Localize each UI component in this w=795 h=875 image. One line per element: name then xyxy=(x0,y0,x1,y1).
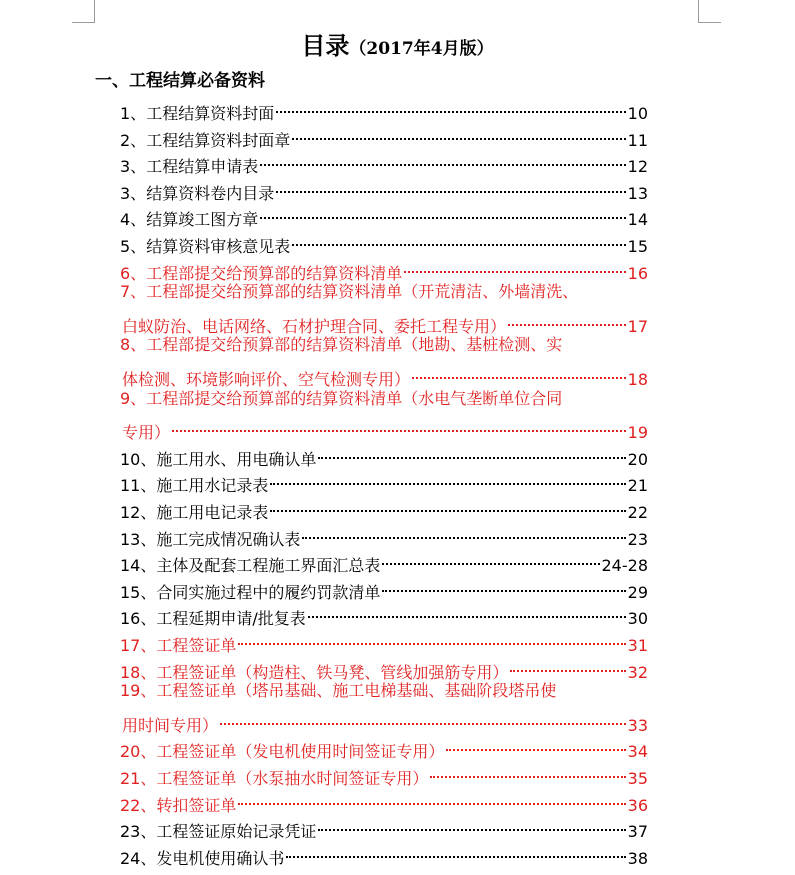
toc-entry-text-continued: 白蚁防治、电话网络、石材护理合同、委托工程专用） xyxy=(122,316,507,336)
toc-entry-text: 转扣签证单 xyxy=(156,795,237,815)
toc-entry-number: 9、 xyxy=(120,388,147,408)
dot-leader xyxy=(316,439,627,465)
toc-entry[interactable] xyxy=(120,173,648,203)
toc-entry-number: 13、 xyxy=(120,529,157,549)
toc-entry-page-number: 37 xyxy=(627,822,648,842)
toc-entry-continuation[interactable] xyxy=(122,412,648,443)
toc-entry-number: 10、 xyxy=(120,449,157,469)
toc-entry-page-number: 16 xyxy=(627,263,648,283)
toc-entry[interactable] xyxy=(120,838,648,868)
dot-leader xyxy=(268,492,627,518)
toc-entry[interactable] xyxy=(120,811,648,842)
toc-entry-page-number: 34 xyxy=(627,742,648,762)
toc-entry-text: 结算竣工图方章 xyxy=(146,210,259,230)
dot-leader xyxy=(236,625,627,651)
toc-entry-text: 工程签证原始记录凭证 xyxy=(156,822,317,842)
toc-entry-line[interactable] xyxy=(120,678,556,704)
toc-entry-number: 23、 xyxy=(120,822,157,842)
toc-entry-line[interactable] xyxy=(120,279,578,305)
toc-entry-text: 工程部提交给预算部的结算资料清单（地勘、基桩检测、实 xyxy=(146,335,563,355)
dot-leader xyxy=(290,226,627,252)
toc-entry-page-number: 33 xyxy=(627,715,648,735)
toc-entry-number: 24、 xyxy=(120,848,157,868)
toc-entry-text: 施工用水记录表 xyxy=(156,476,269,496)
toc-entry-page-number: 22 xyxy=(627,503,648,522)
toc-entry-page-number: 19 xyxy=(627,423,648,443)
toc-entry-text: 工程签证单（构造柱、铁马凳、管线加强筋专用） xyxy=(156,662,509,682)
toc-entry-number: 6、 xyxy=(120,263,147,283)
dot-leader xyxy=(274,93,627,119)
toc-entry-text: 工程结算申请表 xyxy=(146,157,259,177)
dot-leader xyxy=(428,758,627,784)
toc-entry-number: 18、 xyxy=(120,662,157,682)
toc-entry-number: 4、 xyxy=(120,210,147,230)
toc-entry-number: 1、 xyxy=(120,104,147,123)
toc-entry-page-number: 17 xyxy=(627,316,648,336)
toc-entry[interactable] xyxy=(120,731,648,762)
toc-entry[interactable] xyxy=(120,492,648,522)
dot-leader xyxy=(258,199,627,225)
toc-entry-continuation[interactable] xyxy=(122,306,648,336)
dot-leader xyxy=(402,253,627,279)
toc-entry-page-number: 12 xyxy=(627,157,648,177)
dot-leader xyxy=(290,120,627,146)
toc-entry-number: 14、 xyxy=(120,556,157,576)
dot-leader xyxy=(410,359,628,385)
toc-entry-page-number: 18 xyxy=(627,370,648,389)
toc-entry-number: 19、 xyxy=(120,681,157,701)
toc-entry-text: 工程签证单（水泵抽水时间签证专用） xyxy=(156,769,429,788)
dot-leader xyxy=(268,465,627,491)
toc-entry-page-number: 24-28 xyxy=(601,556,648,576)
toc-entry[interactable] xyxy=(120,598,648,629)
toc-entry-number: 20、 xyxy=(120,742,157,762)
toc-entry[interactable] xyxy=(120,785,648,815)
toc-entry-text: 工程延期申请/批复表 xyxy=(156,609,306,629)
dot-leader xyxy=(284,838,627,864)
toc-entry[interactable] xyxy=(120,226,648,256)
toc-entry-text: 合同实施过程中的履约罚款清单 xyxy=(156,582,381,602)
toc-entry-page-number: 30 xyxy=(627,609,648,629)
toc-entry-page-number: 13 xyxy=(627,183,648,203)
toc-entry-number: 12、 xyxy=(120,503,157,522)
toc-entry-number: 16、 xyxy=(120,609,157,629)
toc-entry[interactable] xyxy=(120,120,648,150)
toc-entry-text-continued: 用时间专用） xyxy=(122,715,219,735)
toc-entry[interactable] xyxy=(120,545,648,576)
dot-leader xyxy=(444,731,627,757)
toc-entry[interactable] xyxy=(120,465,648,496)
dot-leader xyxy=(218,705,628,731)
toc-entry-page-number: 23 xyxy=(627,529,648,549)
toc-entry-page-number: 21 xyxy=(627,476,648,496)
toc-entry[interactable] xyxy=(120,146,648,177)
toc-entry-page-number: 14 xyxy=(627,210,648,230)
toc-entry-text: 工程部提交给预算部的结算资料清单 xyxy=(146,263,403,283)
toc-entry-page-number: 11 xyxy=(627,130,648,150)
dot-leader xyxy=(170,412,628,438)
toc-entry-number: 3、 xyxy=(120,183,147,203)
dot-leader xyxy=(300,519,627,545)
toc-entry-page-number: 31 xyxy=(627,636,648,655)
toc-entry-page-number: 38 xyxy=(627,848,648,868)
toc-entry-number: 5、 xyxy=(120,237,147,256)
toc-entry-number: 22、 xyxy=(120,795,157,815)
toc-entry-text: 工程结算资料封面章 xyxy=(146,130,291,150)
dot-leader xyxy=(380,545,601,571)
toc-entry-text: 发电机使用确认书 xyxy=(156,848,285,868)
toc-entry-continuation[interactable] xyxy=(122,359,648,389)
toc-entry[interactable] xyxy=(120,625,648,655)
toc-entry-page-number: 10 xyxy=(627,104,648,123)
toc-entry-text: 工程部提交给预算部的结算资料清单（水电气垄断单位合同 xyxy=(146,388,563,408)
toc-entry-number: 11、 xyxy=(120,476,157,496)
dot-leader xyxy=(274,173,627,199)
toc-entry-text: 施工用电记录表 xyxy=(156,503,269,522)
toc-entry[interactable] xyxy=(120,439,648,469)
toc-entry-number: 8、 xyxy=(120,335,147,355)
toc-entry[interactable] xyxy=(120,758,648,788)
toc-entry[interactable] xyxy=(120,519,648,549)
toc-entry[interactable] xyxy=(120,572,648,602)
toc-entry-number: 17、 xyxy=(120,636,157,655)
toc-entry-page-number: 15 xyxy=(627,237,648,256)
toc-entry-continuation[interactable] xyxy=(122,705,648,735)
dot-leader xyxy=(380,572,627,598)
toc-entry-page-number: 32 xyxy=(627,662,648,682)
toc-entry-text: 结算资料审核意见表 xyxy=(146,237,291,256)
dot-leader xyxy=(508,652,627,678)
dot-leader xyxy=(258,146,627,172)
toc-entry-number: 2、 xyxy=(120,130,147,150)
toc-entry-page-number: 35 xyxy=(627,769,648,788)
toc-entry-text-continued: 专用） xyxy=(122,423,171,443)
toc-entry-line[interactable] xyxy=(120,386,562,412)
toc-entry-number: 15、 xyxy=(120,582,157,602)
toc-entry-page-number: 20 xyxy=(627,449,648,469)
toc-entry-text: 工程部提交给预算部的结算资料清单（开荒清洁、外墙清洗、 xyxy=(146,282,579,302)
dot-leader xyxy=(506,306,628,332)
toc-entry-number: 21、 xyxy=(120,769,157,788)
toc-entry-number: 7、 xyxy=(120,282,147,302)
toc-entry-page-number: 29 xyxy=(627,582,648,602)
toc-entry-text: 主体及配套工程施工界面汇总表 xyxy=(156,556,381,576)
toc-entry-text: 工程签证单 xyxy=(156,636,237,655)
toc-entry-number: 3、 xyxy=(120,157,147,177)
toc-entry-text: 工程结算资料封面 xyxy=(146,104,275,123)
toc-entry-page-number: 36 xyxy=(627,795,648,815)
toc-entry[interactable] xyxy=(120,93,648,123)
dot-leader xyxy=(236,785,627,811)
toc-entry-text-continued: 体检测、环境影响评价、空气检测专用） xyxy=(122,370,411,389)
dot-leader xyxy=(316,811,627,837)
title-subtitle: （2017年4月版） xyxy=(349,39,494,59)
toc-entry[interactable] xyxy=(120,253,648,283)
dot-leader xyxy=(306,598,628,624)
title-main: 目录 xyxy=(301,31,350,60)
toc-entry-text: 工程签证单（塔吊基础、施工电梯基础、基础阶段塔吊使 xyxy=(156,681,557,701)
toc-entry-text: 结算资料卷内目录 xyxy=(146,183,275,203)
toc-entry-text: 工程签证单（发电机使用时间签证专用） xyxy=(156,742,445,762)
toc-entry[interactable] xyxy=(120,652,648,682)
toc-entry-text: 施工完成情况确认表 xyxy=(156,529,301,549)
toc-entry-line[interactable] xyxy=(120,332,562,358)
toc-entry[interactable] xyxy=(120,199,648,230)
section-heading: 一、工程结算必备资料 xyxy=(95,71,265,91)
toc-entry-text: 施工用水、用电确认单 xyxy=(156,449,317,469)
